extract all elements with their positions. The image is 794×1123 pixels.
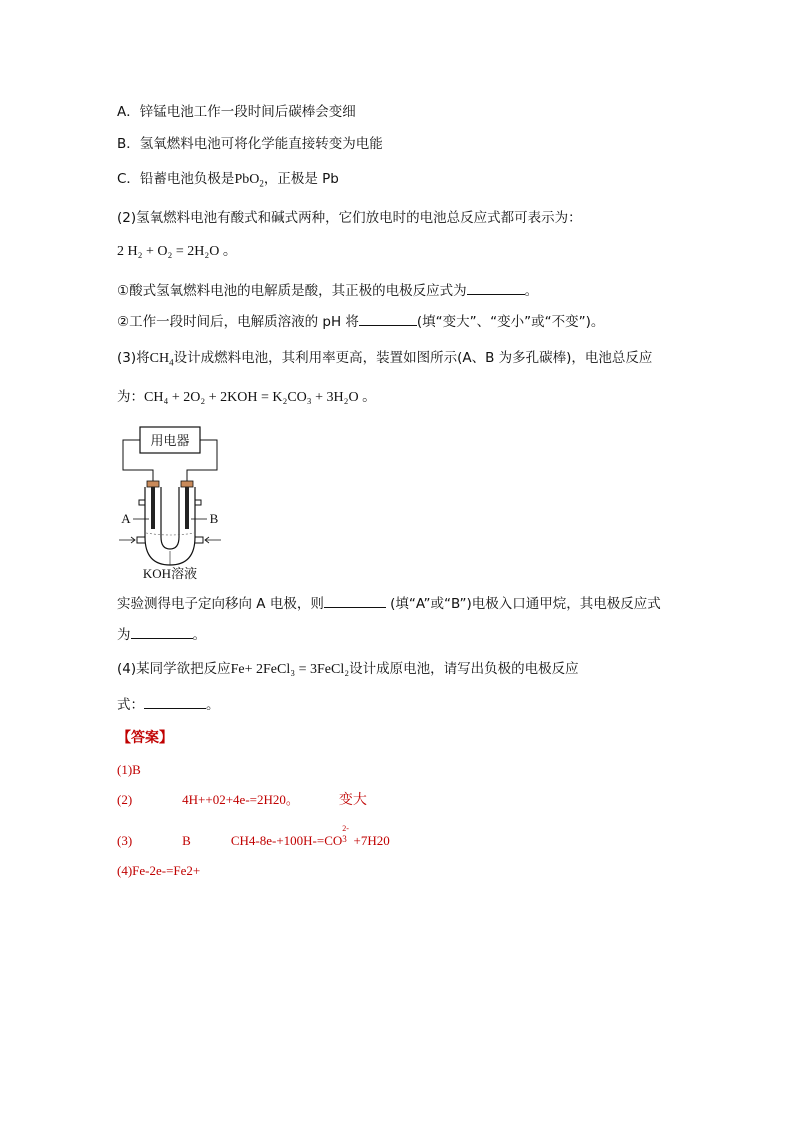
q2-sub2-text: ②工作一段时间后，电解质溶液的 pH 将 [117, 314, 359, 330]
option-a: A．锌锰电池工作一段时间后碳棒会变细 [117, 104, 356, 120]
q2-sub2 [117, 311, 604, 331]
q3-line1-formula: CH [149, 351, 170, 366]
q3-line3-text: 实验测得电子定向移向 A 电极，则 [117, 596, 324, 612]
q4-line2-end: 。 [206, 697, 220, 713]
answer-3 [117, 824, 390, 851]
q2-sub2-blank[interactable] [359, 311, 417, 326]
q4-line2-blank[interactable] [144, 694, 206, 709]
solution-label: KOH溶液 [142, 566, 198, 581]
q2-sub1-end: 。 [524, 283, 539, 299]
answer-3-eq-suffix: +7H20 [350, 833, 390, 848]
q3-line4-text: 为 [117, 627, 131, 643]
q3-line4-end: 。 [192, 627, 206, 643]
electrode-cap-b [181, 481, 193, 487]
label-b: B [209, 511, 219, 526]
q2-sub1-text: ①酸式氢氧燃料电池的电解质是酸，其正极的电极反应式为 [117, 283, 467, 299]
q3-line2-prefix: 为： [117, 389, 144, 405]
q2-sub2-end: (填“变大”、“变小”或“不变”)。 [416, 314, 605, 330]
q4-line1 [117, 660, 579, 679]
q3-line2-equation: CH₄ + 2O₂ + 2KOH = K₂CO₃ + 3H₂O 。 [144, 390, 377, 405]
answer-3-eq-prefix: CH4-8e-+100H-=CO [230, 833, 343, 848]
inlet-top-left [139, 500, 145, 505]
q2-intro: (2)氢氧燃料电池有酸式和碱式两种，它们放电时的电池总反应式都可表示为： [117, 210, 582, 226]
q4-line2 [117, 694, 220, 714]
inlet-bottom-right [195, 537, 203, 543]
q3-line1-suffix: 设计成燃料电池，其利用率更高，装置如图所示(A、B 为多孔碳棒)，电池总反应 [173, 350, 653, 366]
q4-line2-text: 式： [117, 697, 144, 713]
answer-2-number: (2) [117, 792, 133, 807]
liquid-level [146, 533, 194, 535]
q4-line1-equation: Fe+ 2FeCl₃ = 3FeCl₂ [230, 662, 350, 677]
option-b: B．氢氧燃料电池可将化学能直接转变为电能 [117, 136, 383, 152]
answer-3-superscript: 2- [342, 824, 349, 833]
answer-1: (1)B [117, 762, 141, 777]
answer-2-word: 变大 [338, 792, 367, 808]
q3-line2 [117, 388, 376, 407]
q4-line1-suffix: 设计成原电池，请写出负极的电极反应 [349, 661, 579, 677]
answer-2 [117, 791, 367, 809]
answer-3-letter: B [182, 833, 191, 848]
inlet-top-right [195, 500, 201, 505]
q2-sub1 [117, 280, 538, 300]
option-c-prefix: C．铅蓄电池负极是 [117, 171, 235, 187]
option-c-formula: PbO [234, 172, 260, 187]
answer-2-equation: 4H++02+4e-=2H20。 [182, 792, 299, 807]
arrow-inlet-right [205, 537, 221, 543]
option-c-subscript: 2 [259, 178, 264, 189]
label-a: A [121, 511, 131, 526]
q3-line1-subscript: 4 [169, 357, 174, 368]
answer-3-subscript: 3 [342, 834, 347, 844]
electrode-a [151, 487, 155, 529]
q3-line3-end: (填“A”或“B”)电极入口通甲烷，其电极反应式 [390, 596, 661, 612]
arrow-inlet-left [119, 537, 135, 543]
q3-line4-blank[interactable] [131, 624, 193, 639]
option-c-suffix: ，正极是 Pb [263, 171, 339, 187]
q2-sub1-blank[interactable] [467, 280, 525, 295]
q3-line3-blank[interactable] [324, 593, 386, 608]
electrode-cap-a [147, 481, 159, 487]
electrode-b [185, 487, 189, 529]
q3-line1-prefix: (3)将 [117, 350, 150, 366]
q3-line4 [117, 624, 206, 644]
u-tube-inner [161, 487, 179, 549]
q4-line1-prefix: (4)某同学欲把反应 [117, 661, 231, 677]
option-c [117, 170, 339, 193]
inlet-bottom-left [137, 537, 145, 543]
answer-3-number: (3) [117, 833, 133, 848]
fuel-cell-diagram [115, 425, 225, 583]
q2-equation: 2 H₂ + O₂ = 2H₂O 。 [117, 244, 237, 259]
answer-heading: 【答案】 [117, 730, 173, 746]
device-label: 用电器 [150, 434, 190, 449]
answer-4: (4)Fe-2e-=Fe2+ [117, 863, 201, 878]
q3-line3 [117, 593, 661, 613]
q3-line1 [117, 349, 652, 372]
